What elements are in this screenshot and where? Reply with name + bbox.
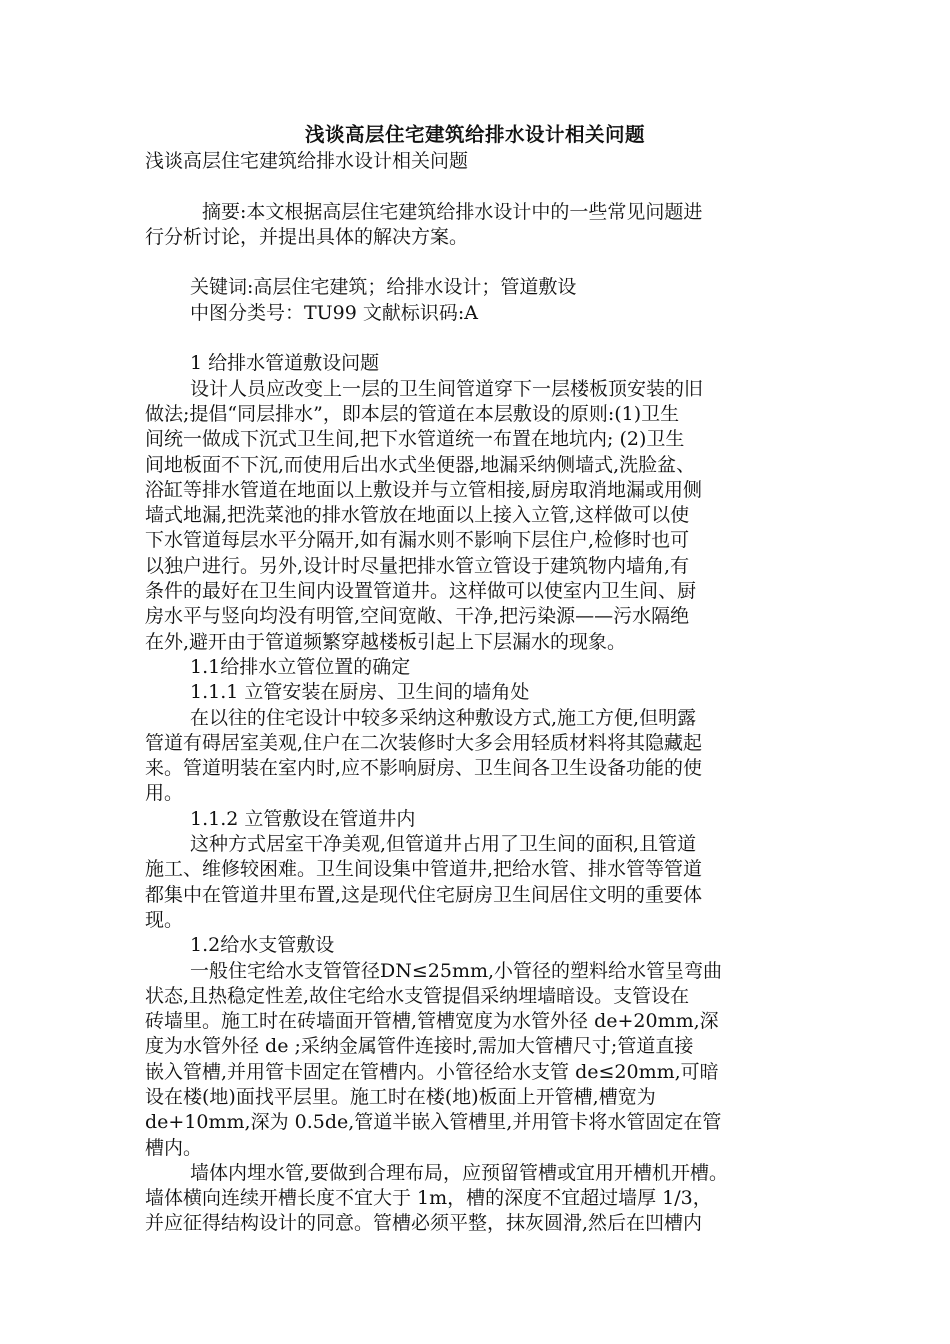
text-line: 度为水管外径 de ;采纳金属管件连接时,需加大管槽尺寸;管道直接 [145, 1035, 694, 1058]
text-line: 下水管道每层水平分隔开,如有漏水则不影响下层住户,检修时也可 [145, 529, 690, 552]
text-line: 墙式地漏,把洗菜池的排水管放在地面以上接入立管,这样做可以使 [145, 504, 690, 527]
text-line: 现。 [145, 908, 184, 931]
text-line: 状态,且热稳定性差,故住宅给水支管提倡采纳埋墙暗设。支管设在 [145, 984, 690, 1007]
document-body [145, 149, 845, 1237]
text-line: 管道有碍居室美观,住户在二次装修时大多会用轻质材料将其隐藏起 [145, 731, 703, 754]
text-line: 墙体内埋水管,要做到合理布局，应预留管槽或宜用开槽机开槽。 [190, 1161, 729, 1184]
text-line: 房水平与竖向均没有明管,空间宽敞、干净,把污染源——污水隔绝 [145, 605, 690, 628]
text-line: 砖墙里。施工时在砖墙面开管槽,管槽宽度为水管外径 de+20mm,深 [145, 1010, 719, 1033]
text-line: 1.1.2 立管敷设在管道井内 [190, 807, 416, 830]
document-subtitle: 浅谈高层住宅建筑给排水设计相关问题 [145, 150, 469, 172]
text-line: 都集中在管道井里布置,这是现代住宅厨房卫生间居住文明的重要体 [145, 883, 703, 906]
text-line: 槽内。 [145, 1136, 203, 1159]
text-line: 以独户进行。另外,设计时尽量把排水管立管设于建筑物内墙角,有 [145, 554, 690, 577]
text-line: 间统一做成下沉式卫生间,把下水管道统一布置在地坑内; (2)卫生 [145, 428, 685, 451]
text-line: 施工、维修较困难。卫生间设集中管道井,把给水管、排水管等管道 [145, 858, 703, 881]
text-line: de+10mm,深为 0.5de,管道半嵌入管槽里,并用管卡将水管固定在管 [145, 1111, 722, 1134]
text-line: 设在楼(地)面找平层里。施工时在楼(地)板面上开管槽,槽宽为 [145, 1085, 656, 1108]
text-line: 做法;提倡“同层排水”，即本层的管道在本层敷设的原则:(1)卫生 [145, 402, 680, 425]
text-line: 浴缸等排水管道在地面以上敷设并与立管相接,厨房取消地漏或用侧 [145, 478, 703, 501]
text-line: 摘要:本文根据高层住宅建筑给排水设计中的一些常见问题进 [202, 200, 703, 223]
blank-line [145, 326, 845, 351]
text-line: 用。 [145, 782, 184, 805]
text-line: 在外,避开由于管道频繁穿越楼板引起上下层漏水的现象。 [145, 630, 627, 653]
text-line: 一般住宅给水支管管径DN≤25mm,小管径的塑料给水管呈弯曲 [190, 959, 723, 982]
text-line: 1.1给排水立管位置的确定 [190, 655, 411, 678]
text-line: 设计人员应改变上一层的卫生间管道穿下一层楼板顶安装的旧 [190, 377, 704, 400]
text-line: 1.1.1 立管安装在厨房、卫生间的墙角处 [190, 681, 530, 704]
text-line: 墙体横向连续开槽长度不宜大于 1m，槽的深度不宜超过墙厚 1/3， [145, 1187, 712, 1210]
text-line: 这种方式居室干净美观,但管道井占用了卫生间的面积,且管道 [190, 833, 697, 856]
text-line: 中图分类号：TU99 文献标识码:A [190, 301, 479, 324]
text-line: 关键词:高层住宅建筑；给排水设计；管道敷设 [190, 276, 577, 299]
text-line: 条件的最好在卫生间内设置管道井。这样做可以使室内卫生间、厨 [145, 580, 697, 603]
blank-line [145, 174, 845, 199]
blank-line [145, 250, 845, 275]
text-line: 行分析讨论，并提出具体的解决方案。 [145, 225, 469, 248]
text-line: 来。管道明装在室内时,应不影响厨房、卫生间各卫生设备功能的使 [145, 757, 703, 780]
text-line: 1.2给水支管敷设 [190, 934, 335, 957]
text-line: 间地板面不下沉,而使用后出水式坐便器,地漏采纳侧墙式,洗脸盆、 [145, 453, 696, 476]
text-line: 在以往的住宅设计中较多采纳这种敷设方式,施工方便,但明露 [190, 706, 697, 729]
text-line: 嵌入管槽,并用管卡固定在管槽内。小管径给水支管 de≤20mm,可暗 [145, 1060, 719, 1083]
text-line: 并应征得结构设计的同意。管槽必须平整，抹灰圆滑,然后在凹槽内 [145, 1212, 703, 1235]
document-title: 浅谈高层住宅建筑给排水设计相关问题 [304, 123, 645, 146]
text-line: 1 给排水管道敷设问题 [190, 352, 380, 375]
